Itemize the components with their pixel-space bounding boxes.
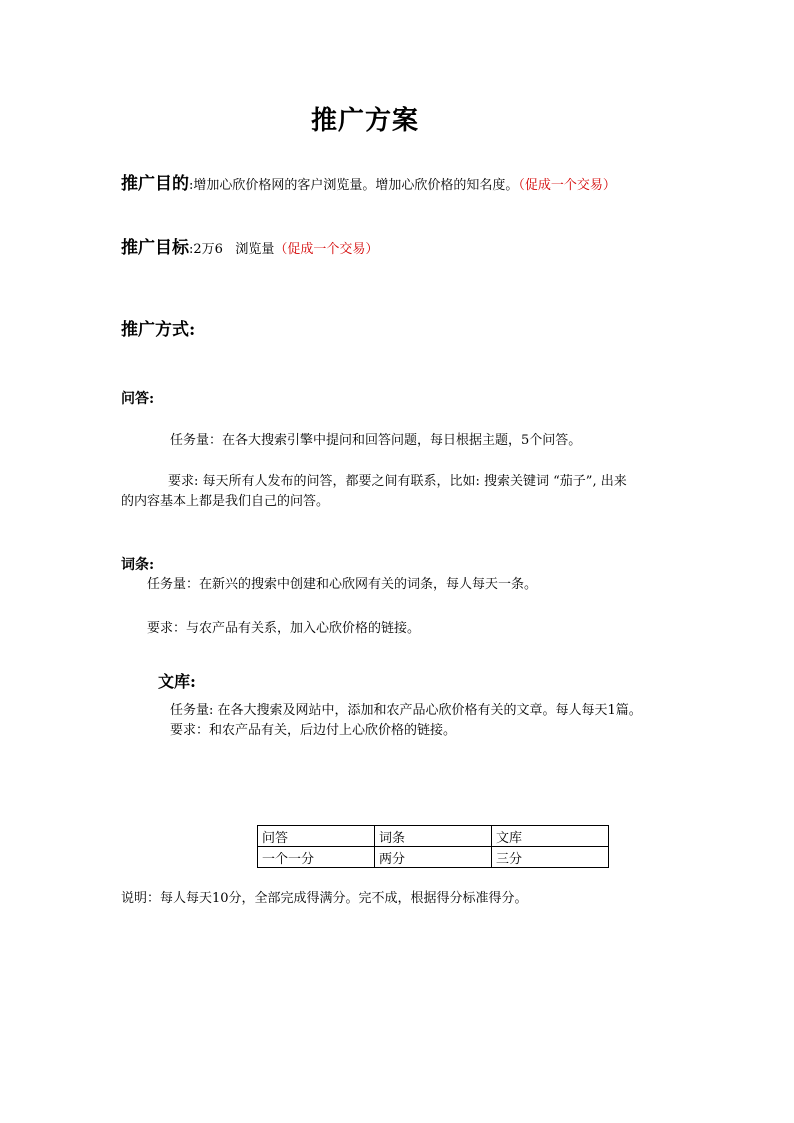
library-heading: 文库: — [158, 672, 196, 691]
table-cell: 两分 — [375, 847, 492, 868]
methods-heading: 推广方式: — [121, 320, 196, 340]
target-text: 2万6 浏览量 — [193, 242, 275, 257]
qa-requirement-line2: 的内容基本上都是我们自己的问答。 — [121, 494, 330, 509]
footnote: 说明：每人每天10分，全部完成得满分。完不成，根据得分标准得分。 — [121, 891, 528, 906]
table-header-cell: 问答 — [258, 826, 375, 847]
table-header-cell: 词条 — [375, 826, 492, 847]
table-cell: 一个一分 — [258, 847, 375, 868]
target-label: 推广目标 — [121, 238, 189, 258]
table-header-row — [258, 826, 609, 847]
qa-task: 任务量：在各大搜索引擎中提问和回答问题，每日根据主题，5个问答。 — [170, 433, 582, 448]
purpose-colon: : — [189, 178, 194, 193]
library-task: 任务量: 在各大搜索及网站中，添加和农产品心欣价格有关的文章。每人每天1篇。 — [170, 703, 642, 718]
entry-heading: 词条: — [121, 557, 155, 573]
score-table — [257, 825, 609, 868]
table-row — [258, 847, 609, 868]
purpose-line — [121, 169, 616, 194]
entry-requirement: 要求：与农产品有关系，加入心欣价格的链接。 — [147, 621, 421, 636]
purpose-label: 推广目的 — [121, 174, 189, 194]
qa-requirement-line1: 要求: 每天所有人发布的问答，都要之间有联系，比如: 搜索关键词 “茄子”, 出来 — [168, 474, 627, 489]
target-note: （促成一个交易） — [274, 242, 379, 257]
purpose-note: （促成一个交易） — [518, 178, 616, 193]
entry-task: 任务量：在新兴的搜索中创建和心欣网有关的词条，每人每天一条。 — [147, 577, 538, 592]
table-header-cell: 文库 — [492, 826, 609, 847]
target-line — [121, 233, 378, 258]
target-colon: : — [189, 242, 194, 257]
document-title: 推广方案 — [311, 106, 420, 136]
library-requirement: 要求：和农产品有关，后边付上心欣价格的链接。 — [170, 723, 457, 738]
purpose-text: 增加心欣价格网的客户浏览量。增加心欣价格的知名度。 — [193, 178, 519, 193]
table-cell: 三分 — [492, 847, 609, 868]
qa-heading: 问答: — [121, 391, 155, 407]
